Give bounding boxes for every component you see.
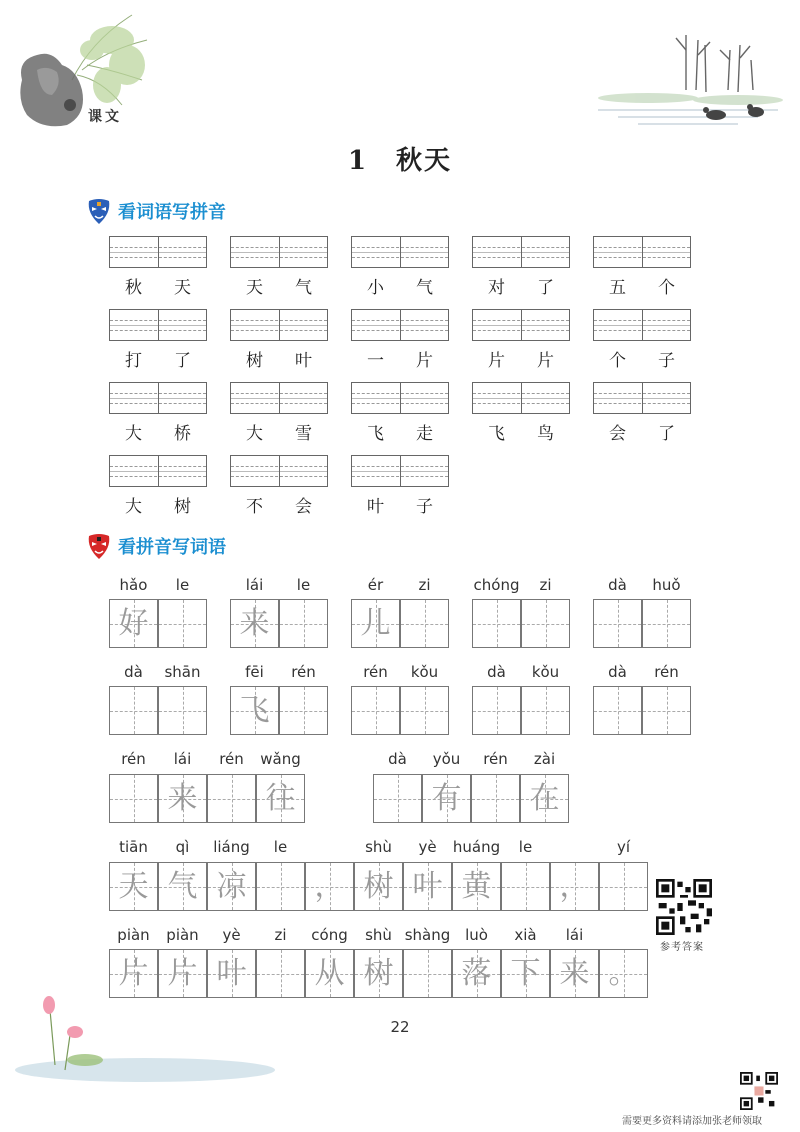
pinyin-label: le [296,576,311,594]
writing-grid-cell[interactable] [158,599,207,648]
writing-grid-cell[interactable] [230,686,279,735]
writing-grid-cell[interactable] [593,686,642,735]
writing-grid-cell[interactable] [109,862,158,911]
pinyin-label: shù [365,926,392,944]
word-character: 天 [246,278,263,298]
pinyin-answer-box[interactable] [472,382,570,414]
pinyin-label: kǒu [531,663,560,681]
pinyin-label: dà [608,576,627,594]
qr-code-caption: 参考答案 [660,942,704,953]
writing-grid-cell[interactable] [599,949,648,998]
section-header-pinyin-writing [86,196,226,226]
writing-grid-cell[interactable] [400,686,449,735]
tracing-character [280,600,327,647]
writing-grid-cell[interactable] [279,686,328,735]
word-character: 大 [246,424,263,444]
word-character: 叶 [295,351,312,371]
writing-grid-cell[interactable] [452,949,501,998]
writing-grid-cell[interactable] [400,599,449,648]
pinyin-label: lái [173,750,192,768]
tracing-character: 来 [559,956,590,991]
tracing-character: 来 [239,606,270,641]
section-title: 看词语写拼音 [118,202,226,223]
pinyin-answer-box[interactable] [593,382,691,414]
writing-grid-cell[interactable] [230,599,279,648]
word-character: 不 [246,497,263,517]
pinyin-label: rén [363,663,388,681]
pinyin-label: yǒu [432,750,461,768]
tracing-character: 儿 [360,606,391,641]
writing-grid-cell[interactable] [550,949,599,998]
writing-grid-cell[interactable] [403,949,452,998]
tracing-character: 落 [461,956,492,991]
pinyin-label: rén [483,750,508,768]
pinyin-answer-box[interactable] [109,309,207,341]
opera-mask-icon [86,532,112,560]
tracing-character: 来 [167,781,198,816]
word-character: 小 [367,278,384,298]
pinyin-answer-box[interactable] [230,455,328,487]
pinyin-label: tiān [119,838,148,856]
pinyin-label: cóng [311,926,348,944]
pinyin-label: ér [367,576,384,594]
word-character: 对 [488,278,505,298]
writing-grid-cell[interactable] [354,862,403,911]
writing-grid-cell[interactable] [207,862,256,911]
word-character: 鸟 [537,424,554,444]
writing-grid-cell[interactable] [256,774,305,823]
lotus-art [15,990,315,1090]
pinyin-label: huǒ [652,576,681,594]
writing-grid-cell[interactable] [354,949,403,998]
word-character: 子 [416,497,433,517]
tracing-character [473,687,520,734]
word-character: 了 [174,351,191,371]
tracing-character [594,687,641,734]
tracing-character: 下 [510,956,541,991]
tracing-character [643,600,690,647]
tracing-character: 飞 [239,693,270,728]
footer-note: 需要更多资料请添加张老师领取 [622,1116,762,1127]
pinyin-label: dà [487,663,506,681]
word-character: 了 [658,424,675,444]
pinyin-answer-box[interactable] [109,455,207,487]
contact-qr-code[interactable] [740,1072,778,1110]
pinyin-answer-box[interactable] [109,382,207,414]
pinyin-answer-box[interactable] [593,236,691,268]
word-character: 飞 [367,424,384,444]
tracing-character: 。 [608,956,639,991]
writing-grid-cell[interactable] [351,599,400,648]
writing-grid-cell[interactable] [550,862,599,911]
section-title: 看拼音写词语 [118,537,226,558]
word-character: 气 [295,278,312,298]
word-character: 会 [295,497,312,517]
writing-grid-cell[interactable] [501,862,550,911]
pinyin-label: rén [219,750,244,768]
writing-grid-cell[interactable] [158,686,207,735]
word-character: 秋 [125,278,142,298]
pinyin-label: yè [418,838,437,856]
writing-grid-cell[interactable] [520,774,569,823]
writing-grid-cell[interactable] [593,599,642,648]
pinyin-answer-box[interactable] [472,309,570,341]
writing-grid-cell[interactable] [452,862,501,911]
word-character: 子 [658,351,675,371]
pinyin-label: dà [388,750,407,768]
writing-grid-cell[interactable] [109,599,158,648]
tracing-character [208,775,255,822]
pinyin-label: shù [365,838,392,856]
pinyin-label: kǒu [410,663,439,681]
tracing-character: 树 [363,956,394,991]
word-character: 个 [609,351,626,371]
pinyin-answer-box[interactable] [351,382,449,414]
tracing-character: 好 [118,606,149,641]
pinyin-answer-box[interactable] [351,309,449,341]
pinyin-label: wǎng [260,750,301,768]
tracing-character [280,687,327,734]
tracing-character [522,600,569,647]
pinyin-label: zi [418,576,431,594]
tracing-character: 叶 [412,869,443,904]
word-character: 树 [246,351,263,371]
page-number: 22 [390,1018,410,1036]
pinyin-answer-box[interactable] [230,236,328,268]
tracing-character [374,775,421,822]
pinyin-label: zài [533,750,556,768]
tracing-character: 片 [118,956,149,991]
pinyin-label: lái [565,926,584,944]
writing-grid-cell[interactable] [279,599,328,648]
writing-grid-cell[interactable] [256,949,305,998]
lake-tree-art [588,20,788,135]
writing-grid-cell[interactable] [471,774,520,823]
pinyin-answer-box[interactable] [472,236,570,268]
tracing-character: ， [314,869,345,904]
pinyin-label: rén [291,663,316,681]
writing-grid-cell[interactable] [472,599,521,648]
pinyin-label: le [273,838,288,856]
tracing-character: 片 [167,956,198,991]
writing-grid-cell[interactable] [501,949,550,998]
pinyin-label: hǎo [119,576,148,594]
pinyin-label: yè [222,926,241,944]
pinyin-label: le [175,576,190,594]
writing-grid-cell[interactable] [158,949,207,998]
writing-grid-cell[interactable] [256,862,305,911]
tracing-character [159,687,206,734]
tracing-character [110,775,157,822]
tracing-character [352,687,399,734]
tracing-character [502,863,549,910]
lesson-type-label: 课文 [88,109,122,125]
pinyin-answer-box[interactable] [109,236,207,268]
tracing-character: 气 [167,869,198,904]
rock-willow-art [12,10,152,135]
pinyin-answer-box[interactable] [230,309,328,341]
word-character: 片 [416,351,433,371]
writing-grid-cell[interactable] [521,599,570,648]
writing-grid-cell[interactable] [373,774,422,823]
pinyin-label: liáng [213,838,250,856]
word-character: 气 [416,278,433,298]
tracing-character [159,600,206,647]
pinyin-label: piàn [166,926,199,944]
pinyin-label: chóng [473,576,520,594]
pinyin-answer-box[interactable] [351,236,449,268]
word-character: 树 [174,497,191,517]
pinyin-label: fēi [245,663,264,681]
word-character: 打 [125,351,142,371]
tracing-character: 从 [314,956,345,991]
tracing-character: 在 [529,781,560,816]
pinyin-label: rén [654,663,679,681]
pinyin-label: yí [616,838,631,856]
tracing-character: 天 [118,869,149,904]
word-character: 飞 [488,424,505,444]
tracing-character [257,863,304,910]
word-character: 一 [367,351,384,371]
writing-grid-cell[interactable] [472,686,521,735]
pinyin-label: zi [539,576,552,594]
writing-grid-cell[interactable] [207,949,256,998]
tracing-character [401,600,448,647]
tracing-character: ， [559,869,590,904]
writing-grid-cell[interactable] [109,949,158,998]
tracing-character: 凉 [216,869,247,904]
tracing-character [522,687,569,734]
pinyin-label: le [518,838,533,856]
pinyin-label: qì [175,838,190,856]
word-character: 天 [174,278,191,298]
word-character: 走 [416,424,433,444]
word-character: 会 [609,424,626,444]
tracing-character: 叶 [216,956,247,991]
writing-grid-cell[interactable] [599,862,648,911]
pinyin-label: piàn [117,926,150,944]
writing-grid-cell[interactable] [305,862,354,911]
pinyin-label: luò [465,926,488,944]
word-character: 片 [537,351,554,371]
pinyin-label: dà [124,663,143,681]
writing-grid-cell[interactable] [158,862,207,911]
pinyin-answer-box[interactable] [230,382,328,414]
tracing-character [110,687,157,734]
section-header-character-writing [86,531,226,561]
word-character: 桥 [174,424,191,444]
tracing-character [257,950,304,997]
writing-grid-cell[interactable] [305,949,354,998]
writing-grid-cell[interactable] [403,862,452,911]
writing-grid-cell[interactable] [351,686,400,735]
word-character: 五 [609,278,626,298]
tracing-character [473,600,520,647]
tracing-character: 有 [431,781,462,816]
word-character: 个 [658,278,675,298]
writing-grid-cell[interactable] [109,774,158,823]
pinyin-label: huáng [452,838,501,856]
word-character: 片 [488,351,505,371]
tracing-character: 树 [363,869,394,904]
answer-qr-code[interactable] [656,879,712,935]
writing-grid-cell[interactable] [422,774,471,823]
pinyin-label: shàng [404,926,451,944]
writing-grid-cell[interactable] [207,774,256,823]
tracing-character: 往 [265,781,296,816]
tracing-character [404,950,451,997]
word-character: 大 [125,497,142,517]
pinyin-label: xià [514,926,537,944]
tracing-character [401,687,448,734]
pinyin-answer-box[interactable] [593,309,691,341]
tracing-character [472,775,519,822]
writing-grid-cell[interactable] [109,686,158,735]
word-character: 雪 [295,424,312,444]
writing-grid-cell[interactable] [642,599,691,648]
word-character: 了 [537,278,554,298]
pinyin-answer-box[interactable] [351,455,449,487]
opera-mask-icon [86,197,112,225]
tracing-character [643,687,690,734]
writing-grid-cell[interactable] [642,686,691,735]
page-title: 1 秋天 [347,146,453,176]
pinyin-label: dà [608,663,627,681]
tracing-character [600,863,647,910]
tracing-character: 黄 [461,869,492,904]
word-character: 叶 [367,497,384,517]
pinyin-label: shān [164,663,201,681]
word-character: 大 [125,424,142,444]
pinyin-label: rén [121,750,146,768]
pinyin-label: zi [274,926,287,944]
pinyin-label: lái [245,576,264,594]
tracing-character [594,600,641,647]
writing-grid-cell[interactable] [158,774,207,823]
writing-grid-cell[interactable] [521,686,570,735]
